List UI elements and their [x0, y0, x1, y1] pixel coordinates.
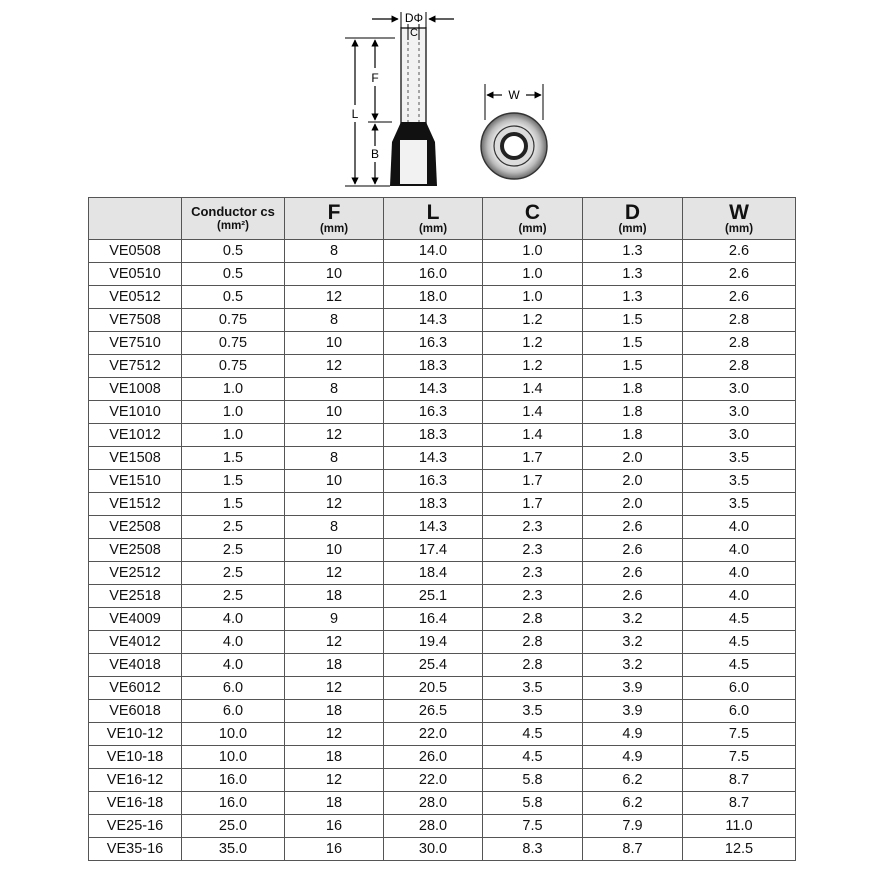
conductor-cell: 4.0: [182, 608, 285, 631]
c-cell: 1.4: [483, 401, 583, 424]
l-cell: 14.3: [384, 378, 483, 401]
c-cell: 1.2: [483, 309, 583, 332]
model-cell: VE1512: [89, 493, 182, 516]
conductor-cell: 1.5: [182, 447, 285, 470]
model-cell: VE2512: [89, 562, 182, 585]
f-label: F: [371, 71, 379, 85]
table-row: [89, 838, 796, 861]
d-cell: 2.6: [583, 539, 683, 562]
c-cell: 2.3: [483, 585, 583, 608]
c-cell: 2.3: [483, 516, 583, 539]
l-cell: 16.0: [384, 263, 483, 286]
table-row: [89, 585, 796, 608]
w-cell: 4.5: [683, 654, 796, 677]
l-cell: 16.4: [384, 608, 483, 631]
w-cell: 2.6: [683, 263, 796, 286]
header-label: F: [327, 200, 341, 224]
conductor-cell: 0.5: [182, 286, 285, 309]
table-row: [89, 746, 796, 769]
model-cell: VE16-18: [89, 792, 182, 815]
model-cell: VE10-18: [89, 746, 182, 769]
w-cell: 4.5: [683, 608, 796, 631]
f-dimension: [368, 40, 392, 122]
f-cell: 9: [285, 608, 384, 631]
l-cell: 28.0: [384, 815, 483, 838]
c-cell: 3.5: [483, 677, 583, 700]
w-cell: 3.5: [683, 470, 796, 493]
conductor-cell: 1.0: [182, 378, 285, 401]
model-cell: VE16-12: [89, 769, 182, 792]
f-cell: 10: [285, 263, 384, 286]
table-row: [89, 493, 796, 516]
f-cell: 18: [285, 792, 384, 815]
table-row: [89, 355, 796, 378]
c-cell: 3.5: [483, 700, 583, 723]
w-cell: 8.7: [683, 769, 796, 792]
w-cell: 4.5: [683, 631, 796, 654]
d-cell: 1.3: [583, 240, 683, 263]
model-cell: VE25-16: [89, 815, 182, 838]
model-cell: VE0508: [89, 240, 182, 263]
d-cell: 2.0: [583, 493, 683, 516]
l-cell: 18.3: [384, 424, 483, 447]
table-row: [89, 378, 796, 401]
header-label: C: [524, 200, 541, 224]
c-cell: 1.4: [483, 378, 583, 401]
d-cell: 3.2: [583, 631, 683, 654]
c-cell: 2.3: [483, 539, 583, 562]
c-cell: 4.5: [483, 723, 583, 746]
w-cell: 3.5: [683, 493, 796, 516]
d-cell: 6.2: [583, 769, 683, 792]
c-cell: 1.7: [483, 493, 583, 516]
table-row: [89, 401, 796, 424]
l-cell: 17.4: [384, 539, 483, 562]
model-cell: VE7510: [89, 332, 182, 355]
f-cell: 12: [285, 631, 384, 654]
conductor-cell: 0.5: [182, 263, 285, 286]
w-cell: 7.5: [683, 723, 796, 746]
d-cell: 2.0: [583, 447, 683, 470]
d-cell: 1.8: [583, 424, 683, 447]
conductor-cell: 2.5: [182, 585, 285, 608]
table-row: [89, 332, 796, 355]
table-row: [89, 792, 796, 815]
l-column-header: [384, 198, 483, 240]
table-row: [89, 723, 796, 746]
c-cell: 1.7: [483, 470, 583, 493]
l-cell: 18.3: [384, 493, 483, 516]
ferrule-spec-table: [88, 197, 796, 861]
model-cell: VE4009: [89, 608, 182, 631]
l-cell: 26.5: [384, 700, 483, 723]
c-cell: 2.8: [483, 608, 583, 631]
d-cell: 6.2: [583, 792, 683, 815]
f-cell: 8: [285, 309, 384, 332]
f-cell: 10: [285, 539, 384, 562]
table-row: [89, 654, 796, 677]
ferrule-dimension-diagram: [0, 0, 872, 195]
l-dimension: [345, 38, 395, 186]
conductor-cell: 0.5: [182, 240, 285, 263]
d-cell: 3.2: [583, 654, 683, 677]
w-cell: 2.8: [683, 309, 796, 332]
table-row: [89, 470, 796, 493]
table-row: [89, 309, 796, 332]
l-label: L: [351, 107, 359, 121]
table-row: [89, 286, 796, 309]
d-c-dimension: [372, 11, 454, 40]
model-column-header: [89, 198, 182, 240]
conductor-cell: 6.0: [182, 700, 285, 723]
c-cell: 1.2: [483, 332, 583, 355]
l-cell: 25.4: [384, 654, 483, 677]
table-row: [89, 769, 796, 792]
d-cell: 1.5: [583, 355, 683, 378]
w-cell: 4.0: [683, 562, 796, 585]
conductor-column-header: [182, 198, 285, 240]
w-cell: 3.0: [683, 378, 796, 401]
c-cell: 1.2: [483, 355, 583, 378]
l-cell: 20.5: [384, 677, 483, 700]
w-label: W: [508, 88, 520, 102]
conductor-cell: 25.0: [182, 815, 285, 838]
w-cell: 4.0: [683, 585, 796, 608]
l-cell: 18.3: [384, 355, 483, 378]
d-cell: 4.9: [583, 746, 683, 769]
l-cell: 30.0: [384, 838, 483, 861]
c-cell: 2.3: [483, 562, 583, 585]
model-cell: VE4018: [89, 654, 182, 677]
c-cell: 5.8: [483, 792, 583, 815]
header-label: Conductor cs: [191, 204, 275, 219]
table-row: [89, 700, 796, 723]
model-cell: VE4012: [89, 631, 182, 654]
w-cell: 11.0: [683, 815, 796, 838]
l-cell: 14.3: [384, 447, 483, 470]
f-cell: 16: [285, 815, 384, 838]
l-cell: 28.0: [384, 792, 483, 815]
model-cell: VE1010: [89, 401, 182, 424]
f-cell: 10: [285, 332, 384, 355]
c-cell: 1.7: [483, 447, 583, 470]
f-cell: 8: [285, 447, 384, 470]
l-cell: 14.3: [384, 516, 483, 539]
c-cell: 1.0: [483, 286, 583, 309]
conductor-cell: 2.5: [182, 562, 285, 585]
model-cell: VE6018: [89, 700, 182, 723]
d-cell: 3.2: [583, 608, 683, 631]
ferrule-end-view: [481, 84, 547, 179]
conductor-cell: 0.75: [182, 332, 285, 355]
d-cell: 1.5: [583, 332, 683, 355]
f-cell: 12: [285, 493, 384, 516]
conductor-cell: 1.0: [182, 401, 285, 424]
f-cell: 16: [285, 838, 384, 861]
f-cell: 18: [285, 654, 384, 677]
f-cell: 12: [285, 424, 384, 447]
ferrule-side-view: [390, 28, 437, 186]
w-cell: 12.5: [683, 838, 796, 861]
w-cell: 6.0: [683, 700, 796, 723]
d-cell: 2.6: [583, 562, 683, 585]
model-cell: VE35-16: [89, 838, 182, 861]
f-cell: 8: [285, 240, 384, 263]
d-cell: 3.9: [583, 677, 683, 700]
header-unit: (mm): [418, 222, 448, 235]
table-row: [89, 516, 796, 539]
conductor-cell: 10.0: [182, 723, 285, 746]
l-cell: 22.0: [384, 769, 483, 792]
w-cell: 4.0: [683, 516, 796, 539]
conductor-cell: 0.75: [182, 309, 285, 332]
c-cell: 2.8: [483, 654, 583, 677]
l-cell: 18.0: [384, 286, 483, 309]
table-row: [89, 677, 796, 700]
conductor-cell: 16.0: [182, 769, 285, 792]
table-row: [89, 539, 796, 562]
w-cell: 7.5: [683, 746, 796, 769]
w-cell: 2.8: [683, 332, 796, 355]
d-phi-label: DΦ: [404, 11, 424, 25]
table-row: [89, 815, 796, 838]
header-unit: (mm²): [217, 220, 249, 232]
conductor-cell: 2.5: [182, 516, 285, 539]
w-cell: 3.0: [683, 401, 796, 424]
l-cell: 14.3: [384, 309, 483, 332]
c-cell: 4.5: [483, 746, 583, 769]
f-cell: 10: [285, 401, 384, 424]
f-cell: 18: [285, 585, 384, 608]
w-cell: 8.7: [683, 792, 796, 815]
model-cell: VE1510: [89, 470, 182, 493]
f-column-header: [285, 198, 384, 240]
c-cell: 7.5: [483, 815, 583, 838]
table-row: [89, 263, 796, 286]
l-cell: 26.0: [384, 746, 483, 769]
c-cell: 1.0: [483, 240, 583, 263]
table-body: [89, 240, 796, 861]
table-row: [89, 562, 796, 585]
f-cell: 12: [285, 769, 384, 792]
f-cell: 8: [285, 516, 384, 539]
header-unit: (mm): [319, 222, 349, 235]
model-cell: VE2518: [89, 585, 182, 608]
model-cell: VE7508: [89, 309, 182, 332]
l-cell: 18.4: [384, 562, 483, 585]
header-label: L: [426, 200, 440, 224]
c-cell: 1.0: [483, 263, 583, 286]
w-cell: 6.0: [683, 677, 796, 700]
w-cell: 2.6: [683, 240, 796, 263]
f-cell: 12: [285, 355, 384, 378]
table-header: [89, 198, 796, 240]
b-dimension: [371, 124, 379, 184]
l-cell: 22.0: [384, 723, 483, 746]
conductor-cell: 2.5: [182, 539, 285, 562]
f-cell: 12: [285, 286, 384, 309]
model-cell: VE1008: [89, 378, 182, 401]
c-column-header: [483, 198, 583, 240]
l-cell: 25.1: [384, 585, 483, 608]
d-cell: 1.5: [583, 309, 683, 332]
d-cell: 1.3: [583, 286, 683, 309]
w-cell: 4.0: [683, 539, 796, 562]
f-cell: 8: [285, 378, 384, 401]
l-cell: 19.4: [384, 631, 483, 654]
conductor-cell: 1.0: [182, 424, 285, 447]
conductor-cell: 1.5: [182, 470, 285, 493]
model-cell: VE6012: [89, 677, 182, 700]
model-cell: VE1508: [89, 447, 182, 470]
model-cell: VE2508: [89, 539, 182, 562]
table-row: [89, 608, 796, 631]
l-cell: 16.3: [384, 470, 483, 493]
d-cell: 1.8: [583, 401, 683, 424]
w-cell: 2.6: [683, 286, 796, 309]
conductor-cell: 4.0: [182, 631, 285, 654]
c-cell: 5.8: [483, 769, 583, 792]
model-cell: VE0510: [89, 263, 182, 286]
d-column-header: [583, 198, 683, 240]
model-cell: VE2508: [89, 516, 182, 539]
d-cell: 2.0: [583, 470, 683, 493]
l-cell: 16.3: [384, 401, 483, 424]
table-row: [89, 631, 796, 654]
c-cell: 8.3: [483, 838, 583, 861]
model-cell: VE7512: [89, 355, 182, 378]
f-cell: 10: [285, 470, 384, 493]
d-cell: 3.9: [583, 700, 683, 723]
conductor-cell: 0.75: [182, 355, 285, 378]
header-unit: (mm): [518, 222, 547, 235]
conductor-cell: 1.5: [182, 493, 285, 516]
conductor-cell: 4.0: [182, 654, 285, 677]
f-cell: 12: [285, 677, 384, 700]
d-cell: 2.6: [583, 516, 683, 539]
w-cell: 2.8: [683, 355, 796, 378]
w-cell: 3.5: [683, 447, 796, 470]
model-cell: VE1012: [89, 424, 182, 447]
header-unit: (mm): [724, 222, 754, 235]
d-cell: 2.6: [583, 585, 683, 608]
header-label: W: [729, 200, 749, 224]
f-cell: 12: [285, 723, 384, 746]
w-cell: 3.0: [683, 424, 796, 447]
conductor-cell: 10.0: [182, 746, 285, 769]
table-row: [89, 424, 796, 447]
model-cell: VE10-12: [89, 723, 182, 746]
l-cell: 16.3: [384, 332, 483, 355]
header-unit: (mm): [618, 222, 647, 235]
f-cell: 18: [285, 700, 384, 723]
conductor-cell: 16.0: [182, 792, 285, 815]
table-row: [89, 447, 796, 470]
f-cell: 18: [285, 746, 384, 769]
d-cell: 1.8: [583, 378, 683, 401]
c-cell: 2.8: [483, 631, 583, 654]
c-label: C: [410, 27, 418, 39]
w-column-header: [683, 198, 796, 240]
c-cell: 1.4: [483, 424, 583, 447]
d-cell: 1.3: [583, 263, 683, 286]
d-cell: 4.9: [583, 723, 683, 746]
conductor-cell: 6.0: [182, 677, 285, 700]
d-cell: 8.7: [583, 838, 683, 861]
f-cell: 12: [285, 562, 384, 585]
l-cell: 14.0: [384, 240, 483, 263]
model-cell: VE0512: [89, 286, 182, 309]
table-row: [89, 240, 796, 263]
b-label: B: [370, 147, 380, 161]
d-cell: 7.9: [583, 815, 683, 838]
header-label: D: [624, 200, 641, 224]
conductor-cell: 35.0: [182, 838, 285, 861]
